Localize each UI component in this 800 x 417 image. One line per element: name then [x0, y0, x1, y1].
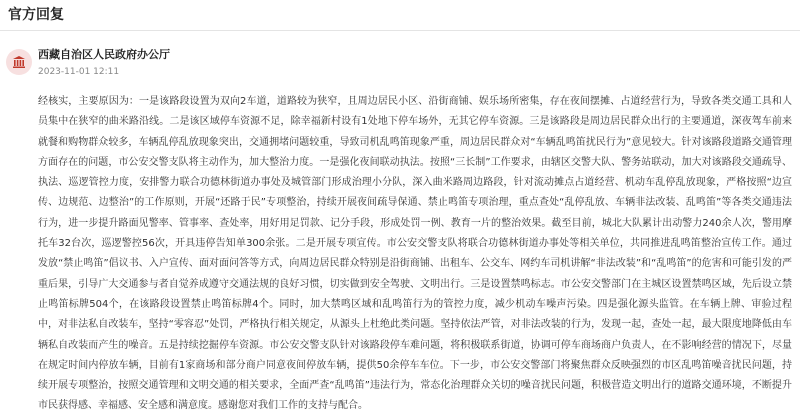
government-building-icon [6, 49, 32, 75]
section-title: 官方回复 [8, 7, 64, 23]
reply-timestamp: 2023-11-01 12:11 [38, 67, 120, 77]
reply-body: 经核实，主要原因为：一是该路段设置为双向2车道，道路较为狭窄，且周边居民小区、沿街商铺、娱乐场所密集，存在夜间摆摊、占道经营行为，导致各类交通工具和人员集中在狭窄的曲米路沿线。二是该区域停车资源不足，除幸福新村设有1处地下停车场外，无其它停车资源。三是该路段是周边居民群众出行的主要通道，深夜驾车前来就餐和购物群众较多，车辆乱停乱放现象突出，交通拥堵问题较重，导致司机乱鸣笛现象严重，周边居民群众对“车辆乱鸣笛扰民行为”意见较大。针对该路段道路交通管理方面存在的问题，市公安交警支队将主动作为，加大整治力度。一是强化夜间联动执法。按照“三长制”工作要求，由辖区交警大队、警务站联动，加大对该路段交通疏导、执法、巡逻管控力度，安排警力联合功德林街道办事处及城管部门形成治理小分队，深入曲米路周边路段，针对流动摊点占道经营、机动车乱停乱放现象，严格按照“边宣传、边规范、边整治”的工作原则，开展“还路于民”专项整治，持续开展夜间疏导保通、禁止鸣笛专项治理，重点查处“乱停乱放、车辆非法改装、乱鸣笛”等各类交通违法行为，进一步提升路面见警率、管事率、查处率，用好用足罚款、记分手段，形成处罚一例、教育一片的整治效果。截至目前，城北大队累计出动警力240余人次，警用摩托车32台次，巡逻警控56次，开具违停告知单300余张。二是开展专项宣传。市公安交警支队将联合功德林街道办事处等相关单位，共同推进乱鸣笛整治宣传工作。通过发放“禁止鸣笛”倡议书、入户宣传、面对面问答等方式，向周边居民群众特别是沿街商铺、出租车、公交车、网约车司机讲解“非法改装”和“乱鸣笛”的危害和可能引发的严重后果，引导广大交通参与者自觉养成遵守交通法规的良好习惯，切实做到安全驾驶、文明出行。三是设置禁鸣标志。市公安交警部门在主城区设置禁鸣区域，先后设立禁止鸣笛标牌504个，在该路段设置禁止鸣笛标牌4个。同时，加大禁鸣区域和乱鸣笛行为的管控力度，减少机动车噪声污染。四是强化源头监管。在车辆上牌、审验过程中，对非法私自改装车，坚持“零容忍”处罚，严格执行相关规定，从源头上杜绝此类问题。坚持依法严管，对非法改装的行为，发现一起，查处一起，最大限度地降低由车辆私自改装而产生的噪音。五是持续挖掘停车资源。市公安交警支队针对该路段停车难问题，将积极联系街道，协调可停车商场商户负责人，在不影响经营的情况下，尽量在规定时间内停放车辆，目前有1家商场和部分商户同意夜间停放车辆，提供50余停车车位。下一步，市公安交警部门将聚焦群众反映强烈的市区乱鸣笛噪音扰民问题，持续开展专项整治，按照交通管理和文明交通的相关要求，全面严查“乱鸣笛”违法行为，常态化治理群众关切的噪音扰民问题，积极营造文明出行的道路交通环境，不断提升市民获得感、幸福感、安全感和满意度。感谢您对我们工作的支持与配合。 [38, 96, 792, 412]
reply-author [6, 46, 796, 86]
org-name: 西藏自治区人民政府办公厅 [38, 48, 170, 61]
section-header [0, 0, 800, 31]
